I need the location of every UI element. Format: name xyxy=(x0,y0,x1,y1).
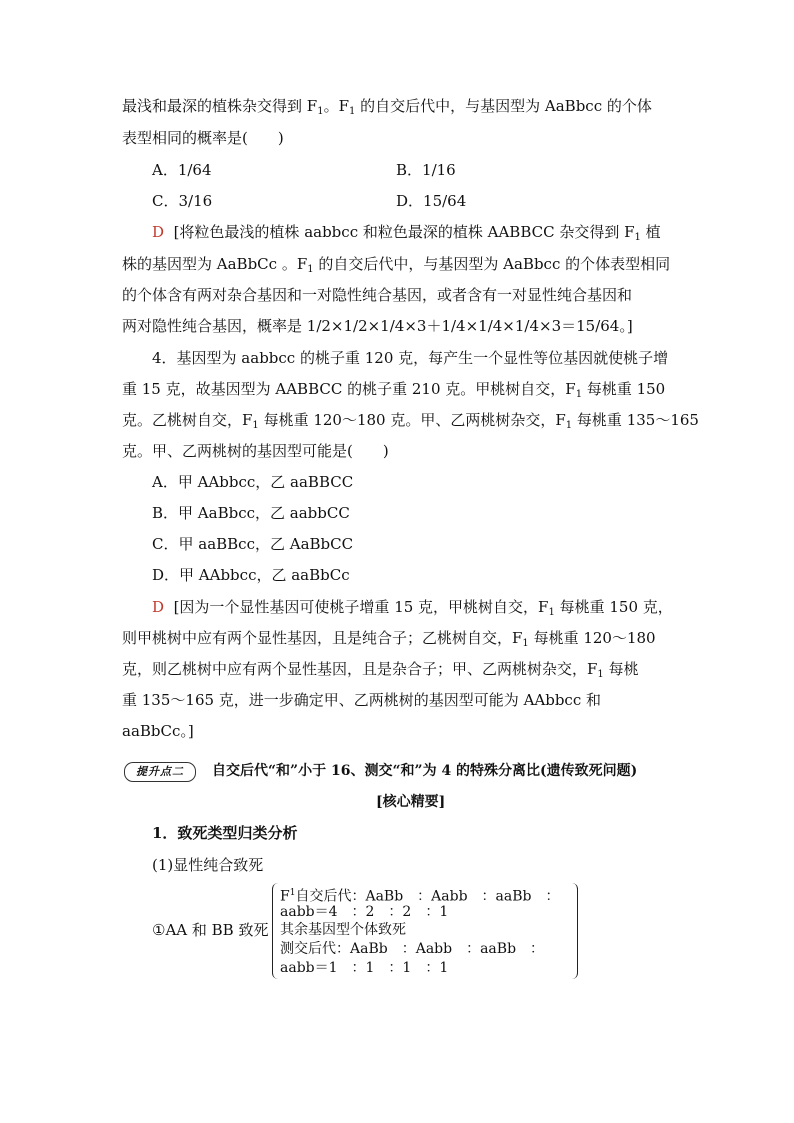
brace-line-4: 测交后代：AaBb ：Aabb ：aaBb ： xyxy=(280,941,545,957)
q4-option-d: D．甲 AAbbcc，乙 aaBbCc xyxy=(152,566,350,584)
q3-option-b: B．1/16 xyxy=(396,161,456,179)
q3-option-c: C．3/16 xyxy=(152,192,213,210)
q3-option-d: D．15/64 xyxy=(396,192,467,210)
heading-2: (1)显性纯合致死 xyxy=(152,856,264,874)
q3-stem-line1: 最浅和最深的植株杂交得到 $F_1$。$F_1$ 的自交后代中，与基因型为 AaBbcc 的个体 xyxy=(122,97,652,117)
q4-option-a: A．甲 AAbbcc，乙 aaBBCC xyxy=(152,473,354,491)
q3-answer-line3: 的个体含有两对杂合基因和一对隐性纯合基因，或者含有一对显性纯合基因和 xyxy=(122,286,633,304)
brace-line-3: 其余基因型个体致死 xyxy=(280,922,406,938)
q3-answer-line1: D [将粒色最浅的植株 aabbcc 和粒色最深的植株 AABBCC 杂交得到 $F_1$ 植 xyxy=(152,223,661,243)
section-title: 自交后代“和”小于 16、测交“和”为 4 的特殊分离比(遗传致死问题) xyxy=(212,763,638,779)
brace-line-1: $F^1$自交后代：AaBb ：Aabb ：aaBb ： xyxy=(280,888,560,905)
left-brace xyxy=(272,883,279,979)
q4-option-b: B．甲 AaBbcc，乙 aabbCC xyxy=(152,504,350,522)
heading-1: 1．致死类型归类分析 xyxy=(152,824,298,842)
q4-stem-line4: 克。甲、乙两桃树的基因型可能是( ) xyxy=(122,442,389,460)
brace-line-5: aabb＝1 ：1 ：1 ：1 xyxy=(280,960,449,976)
q3-option-a: A．1/64 xyxy=(152,161,212,179)
item-label: ①AA 和 BB 致死 xyxy=(152,921,269,939)
section-badge: 提升点二 xyxy=(124,762,196,782)
q4-stem-line3: 克。乙桃树自交，$F_1$ 每桃重 120～180 克。甲、乙两桃树杂交，$F_1$ 每桃重 135～165 xyxy=(122,411,699,431)
q4-answer-line3: 克，则乙桃树中应有两个显性基因，且是杂合子；甲、乙两桃树杂交，$F_1$ 每桃 xyxy=(122,660,639,680)
section-subtitle: [核心精要] xyxy=(376,794,446,810)
q4-stem-line2: 重 15 克，故基因型为 AABBCC 的桃子重 210 克。甲桃树自交，$F_1$ 每桃重 150 xyxy=(122,380,666,400)
q4-option-c: C．甲 aaBBcc，乙 AaBbCC xyxy=(152,535,354,553)
q4-answer-line4: 重 135～165 克，进一步确定甲、乙两桃树的基因型可能为 AAbbcc 和 xyxy=(122,691,602,709)
answer-letter: D xyxy=(152,223,165,241)
right-brace xyxy=(571,883,578,979)
brace-line-2: aabb＝4 ：2 ：2 ：1 xyxy=(280,904,449,920)
q4-answer-line2: 则甲桃树中应有两个显性基因，且是纯合子；乙桃树自交，$F_1$ 每桃重 120～180 xyxy=(122,629,656,649)
q4-stem-line1: 4．基因型为 aabbcc 的桃子重 120 克，每产生一个显性等位基因就使桃子增 xyxy=(152,349,669,367)
q3-stem-line2: 表型相同的概率是( ) xyxy=(122,129,284,147)
q4-answer-line5: aaBbCc。] xyxy=(122,722,194,740)
q3-answer-line2: 株的基因型为 AaBbCc 。$F_1$ 的自交后代中，与基因型为 AaBbcc 的个体表型相同 xyxy=(122,255,671,275)
answer-letter: D xyxy=(152,598,165,616)
q4-answer-line1: D [因为一个显性基因可使桃子增重 15 克，甲桃树自交，$F_1$ 每桃重 150 克， xyxy=(152,598,673,618)
q3-answer-line4: 两对隐性纯合基因，概率是 1/2×1/2×1/4×3＋1/4×1/4×1/4×3＝15/64。] xyxy=(122,317,633,335)
